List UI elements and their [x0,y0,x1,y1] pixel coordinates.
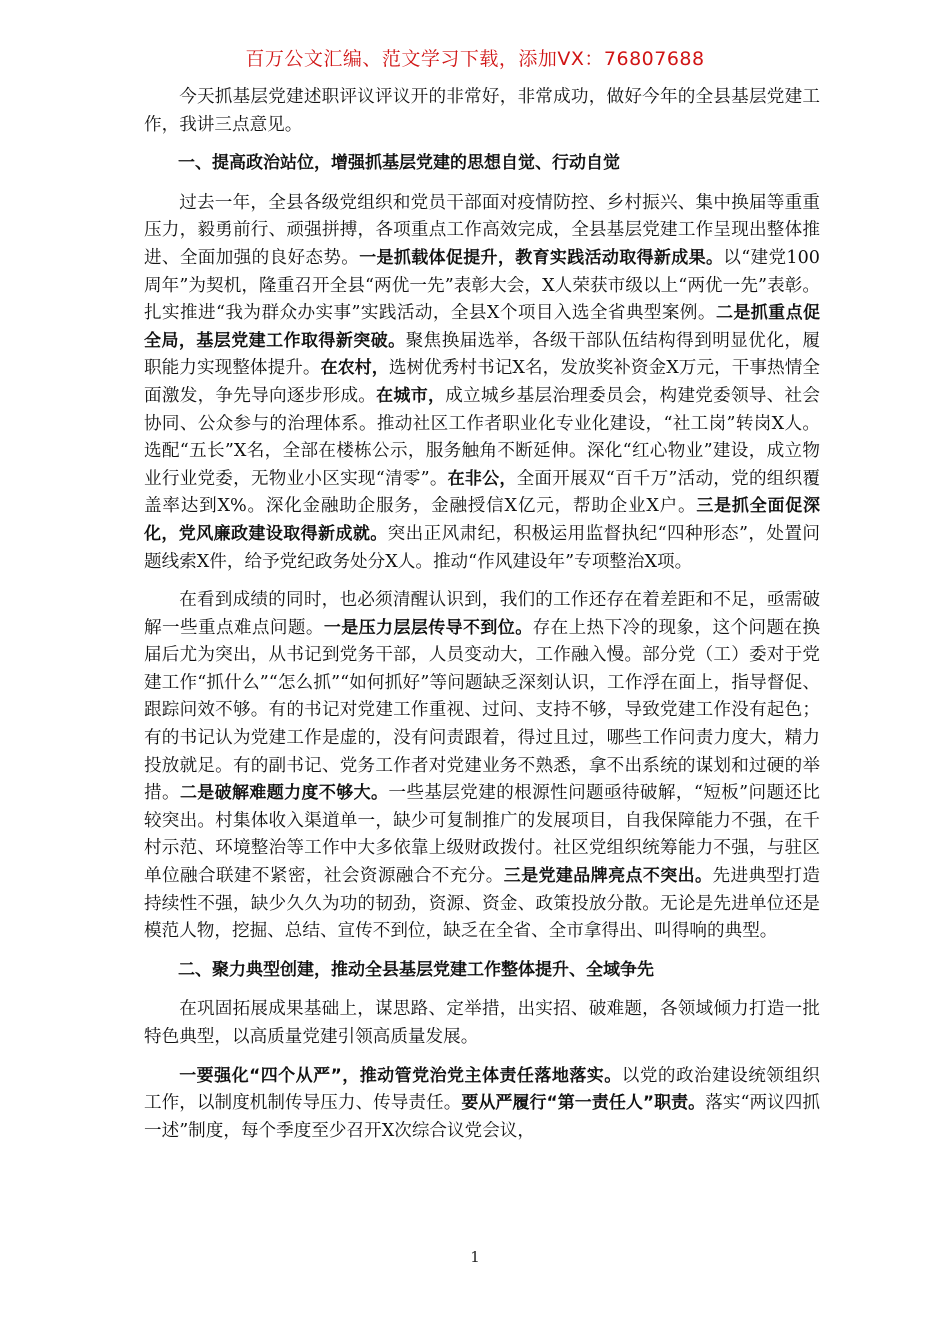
bold-text-segment: 一是压力层层传导不到位。 [323,617,533,638]
body-paragraph [144,996,820,1051]
bold-text-segment: 三是抓全面促深化，党风廉政建设取得新成就。 [144,496,821,544]
bold-text-segment: 一是抓载体促提升，教育实践活动取得新成果。 [359,247,724,268]
bold-text-segment: 二、聚力典型创建，推动全县基层党建工作整体提升、全域争先 [178,959,654,980]
body-paragraph [144,587,820,946]
bold-text-segment: 一、提高政治站位，增强抓基层党建的思想自觉、行动自觉 [178,153,620,174]
bold-text-segment: 要从严履行“第一责任人”职责。 [461,1093,706,1114]
bold-text-segment: 二是抓重点促全局，基层党建工作取得新突破。 [144,303,820,351]
section-heading [144,957,820,985]
section-heading [144,150,820,178]
text-segment: 落实“两议四抓一述”制度，每个季度至少召开X次综合议党会议， [144,1093,820,1141]
header-banner: 百万公文汇编、范文学习下载，添加VX：76807688 [245,48,705,70]
body-paragraph [144,1063,820,1146]
bold-text-segment: 二是破解难题力度不够大。 [179,783,389,804]
text-segment: 选树优秀村书记X名，发放奖补资金X万元，干事热情全面激发，争先导向逐步形成。 [144,358,820,406]
body-paragraph [144,84,820,139]
bold-text-segment: 在农村， [320,358,389,379]
text-segment: 以党的政治建设统领组织工作，以制度机制传导压力、传导责任。 [144,1065,820,1114]
page-number: 1 [470,1248,480,1266]
text-segment: 全面开展双“百千万”活动，党的组织覆盖率达到X%。深化金融助企服务，金融授信X亿元，帮助企业X户。 [144,468,821,517]
text-segment: 在看到成绩的同时，也必须清醒认识到，我们的工作还存在着差距和不足，亟需破解一些重点难点问题。 [144,590,820,638]
text-segment: 聚焦换届选举，各级干部队伍结构得到明显优化，履职能力实现整体提升。 [144,330,820,379]
text-segment: 以“建党100周年”为契机，隆重召开全县“两优一先”表彰大会，X人荣获市级以上“两优一先”表彰。扎实推进“我为群众办实事”实践活动，全县X个项目入选全省典型案例。 [144,247,820,324]
text-segment: 先进典型打造持续性不强，缺少久久为功的韧劲，资源、资金、政策投放分散。无论是先进单位还是模范人物，挖掘、总结、宣传不到位，缺乏在全省、全市拿得出、叫得响的典型。 [144,866,820,942]
text-segment: 突出正风肃纪，积极运用监督执纪“四种形态”，处置问题线索X件，给予党纪政务处分X人。推动“作风建设年”专项整治X项。 [144,523,820,572]
text-segment: 成立城乡基层治理委员会，构建党委领导、社会协同、公众参与的治理体系。推动社区工作者职业化专业化建设，“社工岗”转岗X人。选配“五长”X名，全部在楼栋公示，服务触角不断延伸。深化“红心物业”建设，成立物业行业党委，无物业小区实现“清零”。 [144,385,820,489]
text-segment: 一些基层党建的根源性问题亟待破解，“短板”问题还比较突出。村集体收入渠道单一，缺少可复制推广的发展项目，自我保障能力不强，在千村示范、环境整治等工作中大多依靠上级财政拨付。社区党组织统筹能力不强，与驻区单位融合联建不紧密，社会资源融合不充分。 [144,783,820,887]
bold-text-segment: 在非公， [447,468,517,489]
bold-text-segment: 一要强化“四个从严”，推动管党治党主体责任落地落实。 [179,1065,622,1086]
document-body [144,84,820,1156]
text-segment: 存在上热下冷的现象，这个问题在换届后尤为突出，从书记到党务干部，人员变动大，工作融入慢。部分党（工）委对于党建工作“抓什么”“怎么抓”“如何抓好”等问题缺乏深刻认识，工作浮在面上，指导督促、跟踪问效不够。有的书记对党建工作重视、过问、支持不够，导致党建工作没有起色；有的书记认为党建工作是虚的，没有问责跟着，得过且过，哪些工作问责力度大，精力投放就足。有的副书记、党务工作者对党建业务不熟悉，拿不出系统的谋划和过硬的举措。 [144,617,820,804]
text-segment: 在巩固拓展成果基础上，谋思路、定举措，出实招、破难题，各领域倾力打造一批特色典型，以高质量党建引领高质量发展。 [144,999,820,1047]
body-paragraph [144,190,820,576]
text-segment: 今天抓基层党建述职评议评议开的非常好，非常成功，做好今年的全县基层党建工作，我讲三点意见。 [144,87,820,135]
text-segment: 过去一年，全县各级党组织和党员干部面对疫情防控、乡村振兴、集中换届等重重压力，毅勇前行、顽强拼搏，各项重点工作高效完成，全县基层党建工作呈现出整体推进、全面加强的良好态势。 [144,192,820,268]
bold-text-segment: 三是党建品牌亮点不突出。 [503,866,713,887]
bold-text-segment: 在城市， [376,385,446,406]
